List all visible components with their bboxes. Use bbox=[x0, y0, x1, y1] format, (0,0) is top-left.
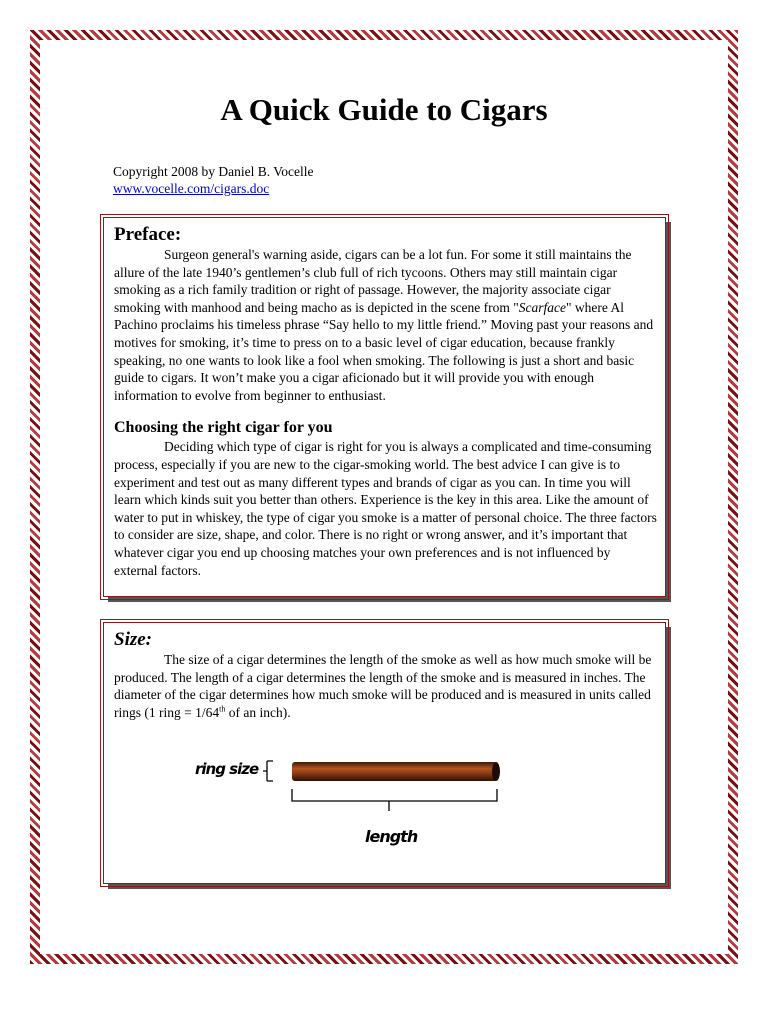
preface-text-a: Surgeon general's warning aside, cigars can be a lot fun. For some it still maintains the allure of the late 1940’s gentlemen’s club full of rich tycoons. Others may still maintain cigar smoking as a rich family tradition or right of passage. However, the majority associate cigar smoking with manhood and being macho as is depicted in the scene from " bbox=[114, 247, 632, 315]
cigar-size-diagram bbox=[195, 755, 515, 865]
choosing-heading: Choosing the right cigar for you bbox=[114, 419, 333, 437]
preface-text-b: " where Al Pachino proclaims his timeless phrase “Say hello to my little friend.” Moving past your reasons and motives for smoking, it’s time to press on to a basic level of cigar education, because frankly speaking, no one wants to look like a fool when smoking. The following is just a short and basic guide to cigars. It won’t make you a cigar aficionado but it will provide you with enough information to evolve from beginner to enthusiast. bbox=[114, 299, 654, 403]
size-text-a: The size of a cigar determines the length of the smoke as well as how much smoke will be produced. The length of a cigar determines the length of the smoke and is measured in inches. The diameter of the cigar determines how much smoke will be produced and is measured in units called rings (1 ring = 1/64 bbox=[114, 652, 652, 720]
length-label: length bbox=[365, 827, 418, 846]
size-text-b: of an inch). bbox=[225, 704, 291, 720]
copyright-block bbox=[113, 163, 313, 197]
scarface-title: Scarface bbox=[518, 299, 567, 315]
size-paragraph bbox=[114, 651, 657, 721]
size-heading: Size: bbox=[114, 629, 152, 650]
ring-size-label: ring size bbox=[195, 760, 259, 778]
choosing-paragraph: Deciding which type of cigar is right for you is always a complicated and time-consuming process, especially if you are new to the cigar-smoking world. The best advice I can give is to experiment and test out as many different types and brands of cigar as you can. In time you will learn which kinds suit you better than others. Experience is the key in this area. Like the amount of water to put in whiskey, the type of cigar you smoke is a matter of personal choice. The three factors to consider are size, shape, and color. There is no right or wrong answer, and it’s important that whatever cigar you end up choosing matches your own preferences and is not influenced by external factors. bbox=[114, 439, 657, 578]
cigar-body bbox=[292, 762, 497, 781]
preface-box bbox=[103, 217, 666, 597]
size-superscript: th bbox=[219, 704, 226, 714]
copyright-text: Copyright 2008 by Daniel B. Vocelle bbox=[113, 164, 314, 179]
document-link[interactable]: www.vocelle.com/cigars.doc bbox=[113, 181, 270, 196]
page-title: A Quick Guide to Cigars bbox=[220, 92, 548, 127]
preface-heading: Preface: bbox=[114, 224, 182, 245]
cigar-illustration bbox=[195, 755, 515, 865]
preface-paragraph bbox=[114, 246, 657, 404]
